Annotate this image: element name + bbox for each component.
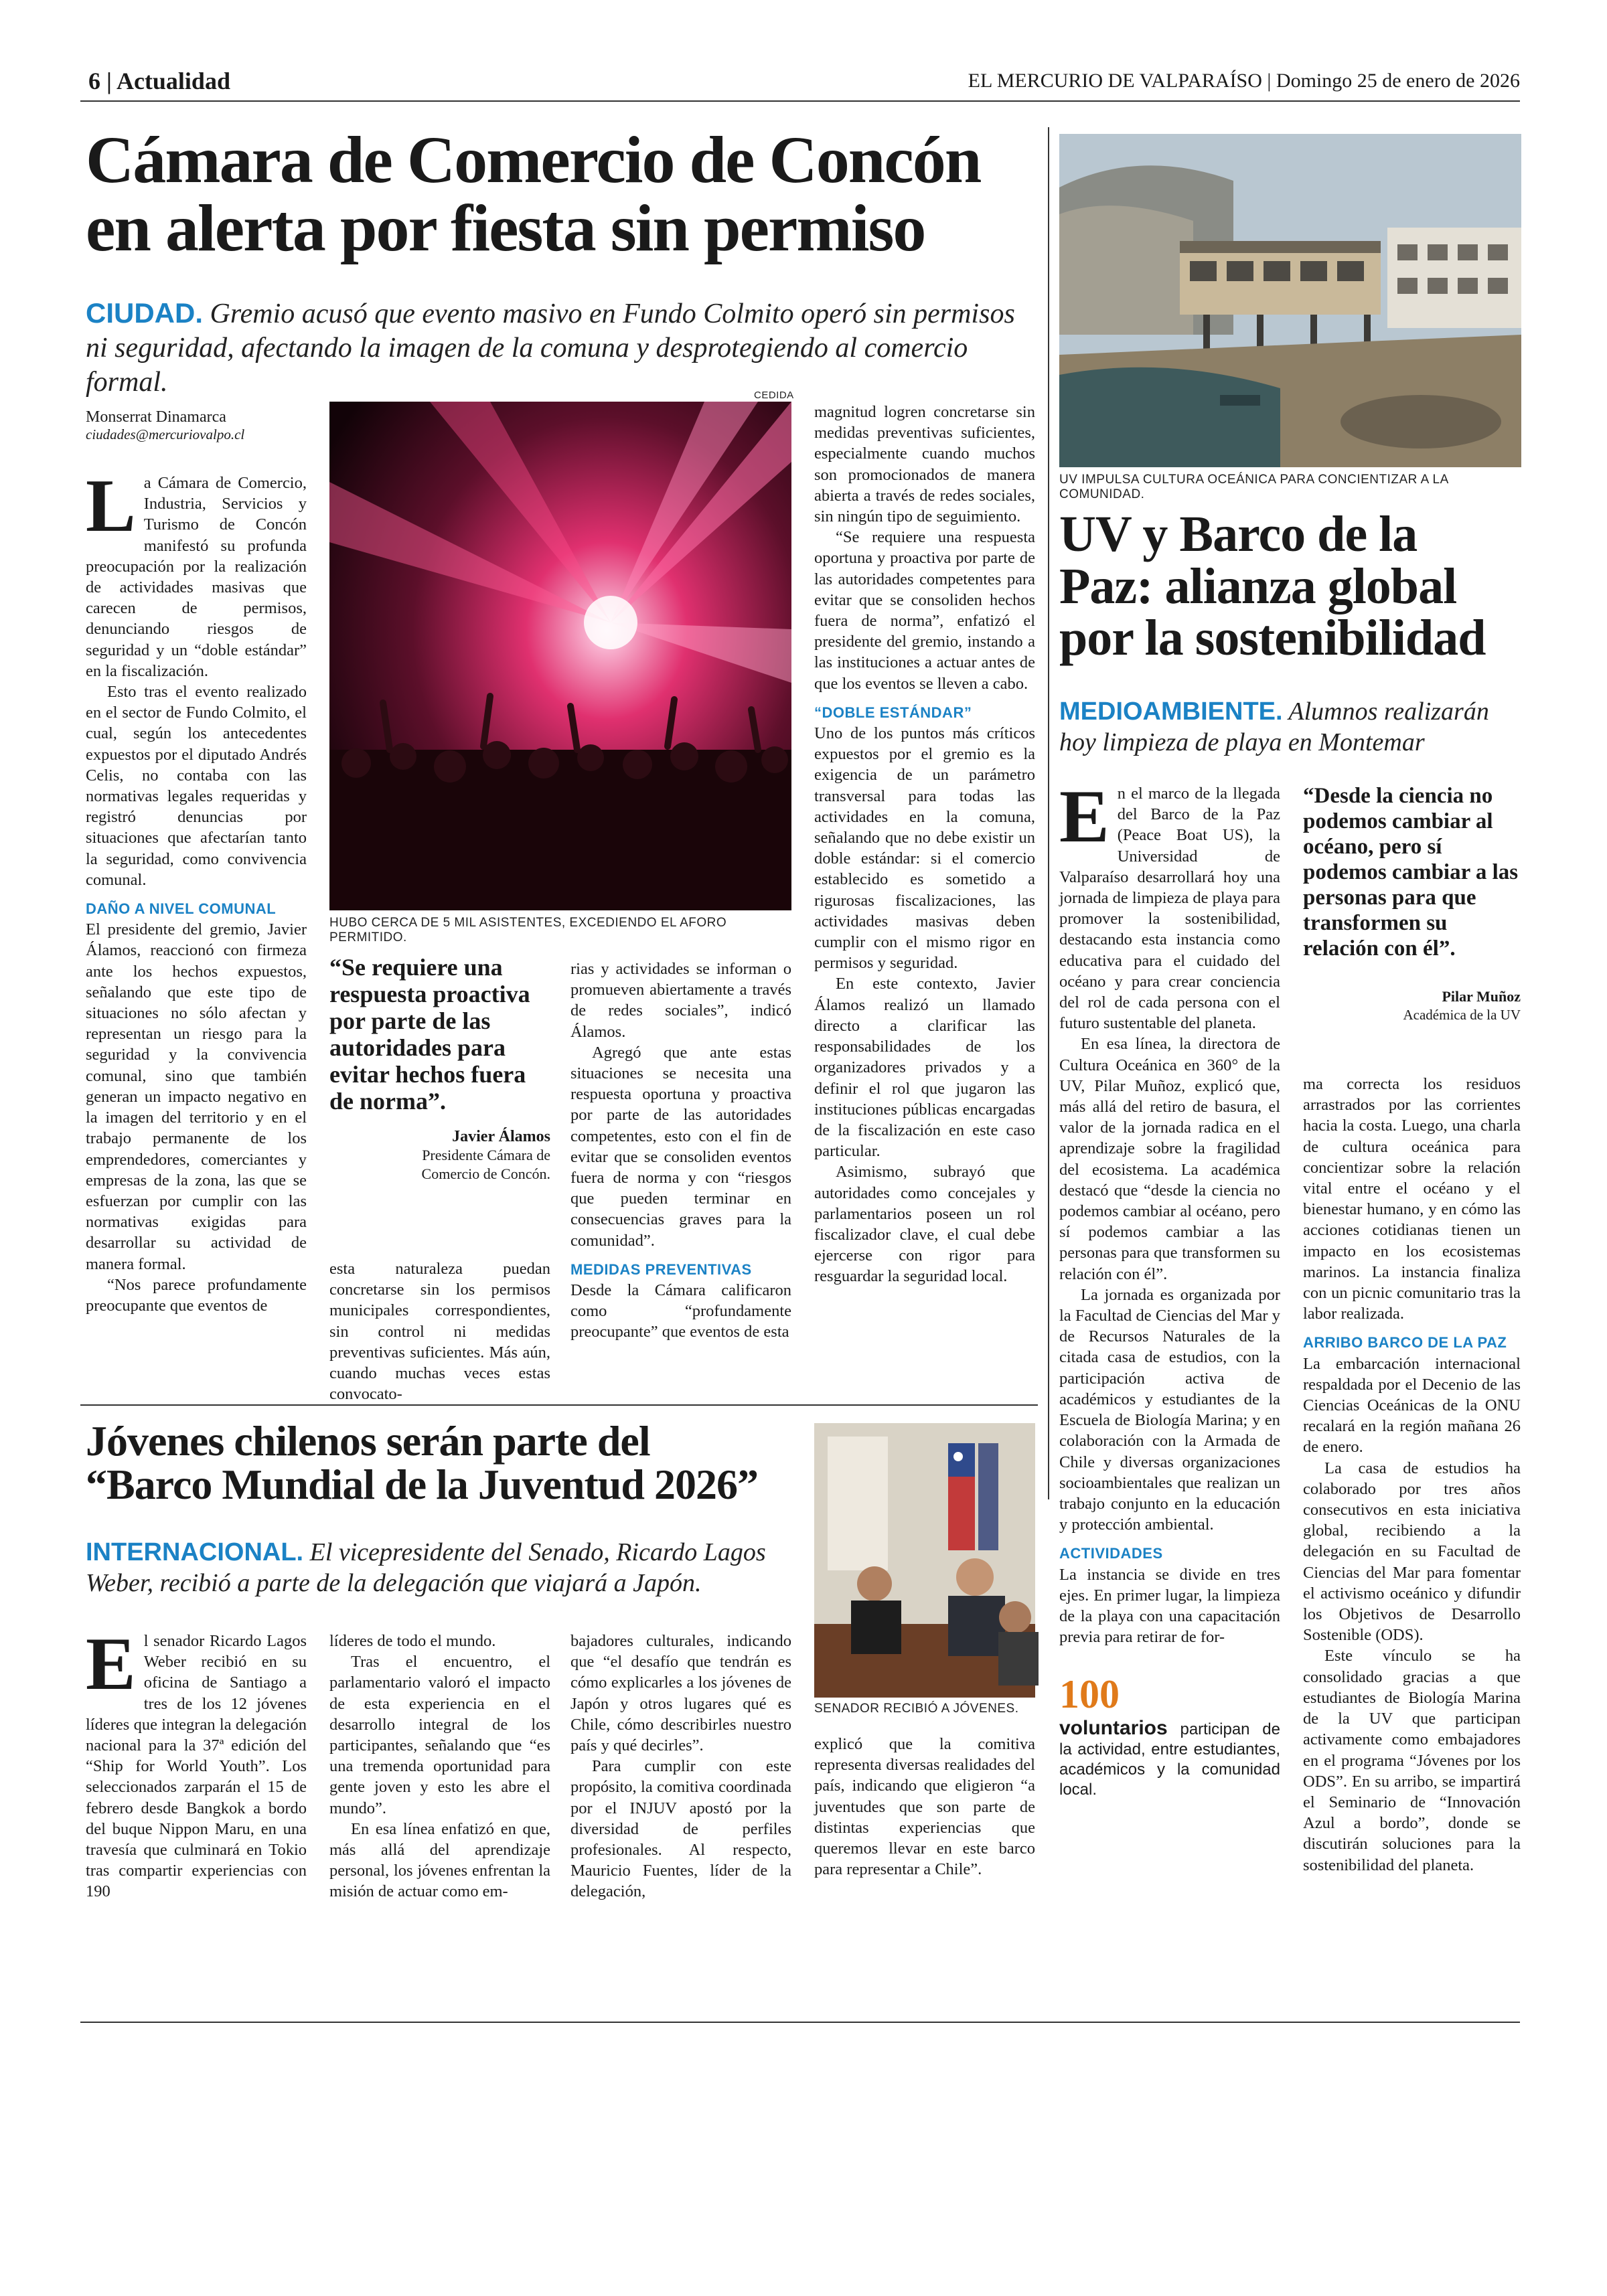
main-paragraph: rias y actividades se informan o promueven abiertamente a través de redes sociales”, indicó Álamos. [570,960,791,1041]
uv-photo-caption: UV IMPULSA CULTURA OCEÁNICA PARA CONCIENTIZAR A LA COMUNIDAD. [1059,473,1448,501]
main-paragraph: Asimismo, subrayó que autoridades como concejales y parlamentarios poseen un rol fiscalizador clave, el cual debe ejercerse con rigor para resguardar la seguridad local. [814,1163,1035,1286]
youth-paragraph: En esa línea enfatizó en que, más allá del aprendizaje personal, los jóvenes enfrentan la misión de actuar como em- [329,1819,550,1901]
main-paragraph: “Se requiere una respuesta oportuna y proactiva por parte de las autoridades competentes para evitar que se consoliden hechos fuera de norma”, enfatizó el presidente del gremio, instando a las instituciones a actuar antes de que los eventos se lleven a cabo. [814,528,1035,693]
youth-deck [86,1537,809,1599]
uv-column-2 [1303,1074,1521,1910]
uv-pull-quote [1303,783,1521,1024]
main-paragraph: Uno de los puntos más críticos expuestos por el gremio es la exigencia de un parámetro transversal para todas las actividades en la comuna, señalando que no debe existir un doble estándar: si el comercio establecido es sometido a rigurosas fiscalizaciones, las actividades masivas deben cumplir con el mismo rigor en permisos y seguridad. [814,724,1035,973]
publication-date: EL MERCURIO DE VALPARAÍSO | Domingo 25 de enero de 2026 [968,70,1520,92]
subhead-doble: “DOBLE ESTÁNDAR” [814,704,972,721]
youth-column-4 [814,1734,1035,1912]
drop-cap: L [86,465,136,548]
subhead-arribo: ARRIBO BARCO DE LA PAZ [1303,1334,1507,1351]
youth-column-1 [86,1623,307,1912]
youth-column-3 [570,1631,791,1912]
youth-paragraph: líderes de todo el mundo. [329,1632,496,1650]
drop-cap: E [1059,775,1109,858]
stat-line [1059,1718,1280,1800]
uv-deck-text: Alumnos realizarán hoy limpieza de playa en Montemar [1059,698,1489,757]
main-column-4 [814,402,1035,1389]
main-headline-line1: Cámara de Comercio de Concón [86,122,981,197]
byline-email: ciudades@mercuriovalpo.cl [86,426,245,442]
uv-building-photo [1059,134,1521,467]
uv-paragraph: Este vínculo se ha consolidado gracias a que estudiantes de Biología Marina de la UV que participan activamente como embajadores en el programa “Jóvenes por los ODS”. En su arribo, se impartirá el Seminario de “Innovación Azul a bordo”, donde se discutirán soluciones para la sostenibilidad del planeta. [1303,1647,1521,1874]
uv-quote-name: Pilar Muñoz [1442,988,1521,1005]
header-rule [80,100,1520,102]
uv-paragraph: La jornada es organizada por la Facultad de Ciencias del Mar y de Recursos Naturales de la citada casa de estudios, con la participación activa de académicos y estudiantes de la Escuela de Biología Marina; y en colaboración con la Armada de Chile y diversas organizaciones socioambientales que realizan un trabajo conjunto en la educación y protección ambiental. [1059,1285,1280,1534]
stat-label: voluntarios [1059,1717,1168,1740]
main-pull-quote [329,954,550,1183]
stat-text: participan de la actividad, entre estudiantes, académicos y la comunidad local. [1059,1720,1280,1799]
youth-paragraph: explicó que la comitiva representa diversas realidades del país, indicando que eligieron “a juventudes que son parte de distintas experiencias que queremos llevar en este barco para representar a Chile”. [814,1735,1035,1879]
pull-quote-text: “Se requiere una respuesta proactiva por parte de las autoridades para evitar hechos fuera de norma”. [329,954,530,1115]
main-column-3 [570,959,791,1390]
main-paragraph: El presidente del gremio, Javier Álamos, reaccionó con firmeza ante los hechos expuestos, señalando que este tipo de situaciones no sólo afectan y representan un riesgo para la seguridad y la convivencia comunal, sino que también generan un impacto negativo en la imagen del territorio y en el trabajo permanente de los emprendedores, comerciantes y empresas de la zona, las que se esfuerzan por cumplir con las normativas exigidas para desarrollar su actividad de manera formal. [86,920,307,1273]
uv-headline-line2: Paz: alianza global [1059,558,1457,614]
senator-photo-caption: SENADOR RECIBIÓ A JÓVENES. [814,1702,1019,1716]
concert-photo [329,402,791,910]
subhead-dano: DAÑO A NIVEL COMUNAL [86,900,277,918]
column-divider [1048,127,1049,1499]
main-deck-text: Gremio acusó que evento masivo en Fundo Colmito operó sin permisos ni seguridad, afectando la imagen de la comuna y desprotegiendo al comercio formal. [86,299,1015,398]
uv-headline [1059,506,1521,667]
uv-photo-illustration [1059,134,1521,467]
youth-paragraph: bajadores culturales, indicando que “el desafío que tendrán es cómo explicarles a los jóvenes de Japón y otros lugares qué es Chile, cómo describirles nuestro país y qué decirles”. [570,1632,791,1755]
youth-column-2 [329,1631,550,1912]
youth-paragraph: l senador Ricardo Lagos Weber recibió en su oficina de Santiago a tres de los 12 jóvenes líderes que integran la delegación nacional para la 37ª edición del “Ship for World Youth”. Los seleccionados zarparán el 15 de febrero desde Bangkok a bordo del buque Nippon Maru, en una travesía que culminará en Tokio tras compartir experiencias con 190 [86,1632,307,1901]
uv-deck [1059,696,1521,758]
main-paragraph: a Cámara de Comercio, Industria, Servicios y Turismo de Concón manifestó su profunda preocupación por la realización de actividades masivas que carecen de permisos, denunciando riesgos de seguridad y un “doble estándar” en la fiscalización. [86,474,307,680]
uv-paragraph: ma correcta los residuos arrastrados por las corrientes hacia la costa. Luego, una charla de cultura oceánica para concientizar sobre la relación vital entre el océano y el bienestar humano, y en cómo las acciones cotidianas tienen un impacto en los ecosistemas marinos. La instancia finaliza con un picnic comunitario tras la labor realizada. [1303,1075,1521,1323]
pull-quote-name: Javier Álamos [452,1128,550,1145]
main-headline-line2: en alerta por fiesta sin permiso [86,191,925,265]
main-paragraph: esta naturaleza puedan concretarse sin los permisos municipales correspondientes, sin control ni medidas preventivas suficientes. Más aún, cuando muchas veces estas convocato- [329,1260,550,1404]
uv-column-1 [1059,775,1280,1908]
uv-paragraph: La instancia se divide en tres ejes. En primer lugar, la limpieza de la playa con una capacitación previa para retirar de for- [1059,1565,1280,1647]
senator-photo-illustration [814,1423,1035,1698]
youth-deck-text: El vicepresidente del Senado, Ricardo Lagos Weber, recibió a parte de la delegación que viajará a Japón. [86,1538,766,1598]
uv-paragraph: n el marco de la llegada del Barco de la Paz (Peace Boat US), la Universidad de Valparaíso desarrollará hoy una jornada de limpieza de playa para promover la sostenibilidad, destacando esta instancia como educativa para el cuidado del océano y para crear conciencia del rol de cada persona con el futuro sustentable del planeta. [1059,785,1280,1033]
photo-credit: CEDIDA [754,390,794,401]
main-paragraph: Desde la Cámara calificaron como “profundamente preocupante” que eventos de esta [570,1281,791,1341]
uv-paragraph: La casa de estudios ha colaborado por tres años consecutivos en esta iniciativa global, recibiendo a la delegación en su Facultad de Ciencias del Mar para fomentar el activismo oceánico y difundir los Objetivos de Desarrollo Sostenible (ODS). [1303,1459,1521,1645]
stat-box [1059,1674,1280,1800]
subhead-medidas: MEDIDAS PREVENTIVAS [570,1260,752,1278]
youth-headline [86,1419,809,1507]
senator-photo [814,1423,1035,1698]
uv-paragraph: En esa línea, la directora de Cultura Oceánica en 360° de la UV, Pilar Muñoz, explicó que, más allá del retiro de basura, el valor de la jornada radica en el aprendizaje sobre la fragilidad del ecosistema. La académica destacó que “desde la ciencia no podemos cambiar al océano, pero sí podemos cambiar a las personas para que transformen su relación con él”. [1059,1035,1280,1283]
youth-headline-line2: “Barco Mundial de la Juventud 2026” [86,1461,758,1509]
main-paragraph: Agregó que ante estas situaciones se necesita una respuesta oportuna y proactiva por parte de las autoridades competentes, esto con el fin de evitar que se consoliden eventos fuera de norma y con “riesgos que pueden terminar en consecuencias graves para la comunidad”. [570,1043,791,1250]
uv-headline-line3: por la sostenibilidad [1059,610,1486,667]
main-headline [86,122,1050,265]
youth-paragraph: Para cumplir con este propósito, la comitiva coordinada por el INJUV apostó por la diversidad de perfiles profesionales. Al respecto, Mauricio Fuentes, líder de la delegación, [570,1757,791,1901]
uv-paragraph: La embarcación internacional respaldada por el Decenio de las Ciencias Oceánicas de la ONU recalará en la región mañana 26 de enero. [1303,1354,1521,1457]
main-paragraph: “Nos parece profundamente preocupante que eventos de [86,1275,307,1315]
main-paragraph: En este contexto, Javier Álamos realizó un llamado directo a clarificar las responsabilidades de los organizadores privados y a definir el rol que jugaron las instituciones públicas encargadas de la fiscalización en este caso particular. [814,975,1035,1161]
main-column-1 [86,465,307,1390]
main-paragraph: Esto tras el evento realizado en el sector de Fundo Colmito, el cual, según los antecedentes expuestos por el diputado Andrés Celis, no contaba con las normativas legales requeridas y registró denuncias por situaciones que afectarían tanto la seguridad, como convivencia comunal. [86,683,307,889]
youth-paragraph: Tras el encuentro, el parlamentario valoró el impacto de esta experiencia en el desarrollo integral de los participantes, señalando que “es una tremenda oportunidad para gente joven y esto les abre el mundo”. [329,1653,550,1817]
section-label: 6 | Actualidad [88,68,230,94]
drop-cap: E [86,1623,136,1706]
bottom-rule [80,2022,1520,2023]
uv-quote-text: “Desde la ciencia no podemos cambiar al océano, pero sí podemos cambiar a las personas para que transformen su relación con él”. [1303,784,1519,961]
stat-number: 100 [1059,1672,1120,1717]
byline-name: Monserrat Dinamarca [86,408,226,426]
youth-headline-line1: Jóvenes chilenos serán parte del [86,1417,650,1465]
main-kicker: CIUDAD. [86,297,203,329]
concert-photo-caption: HUBO CERCA DE 5 MIL ASISTENTES, EXCEDIENDO EL AFORO PERMITIDO. [329,916,727,945]
byline [86,408,313,443]
concert-photo-illustration [329,402,791,910]
subhead-actividades: ACTIVIDADES [1059,1545,1163,1562]
main-deck [86,296,1037,400]
page-header [80,67,1520,100]
pull-quote-role: Presidente Cámara de Comercio de Concón. [421,1147,550,1182]
uv-kicker: MEDIOAMBIENTE. [1059,698,1283,726]
section-rule [80,1404,1038,1406]
uv-quote-role: Académica de la UV [1403,1007,1521,1023]
youth-kicker: INTERNACIONAL. [86,1538,304,1566]
main-column-2 [329,1258,550,1404]
uv-headline-line1: UV y Barco de la [1059,506,1418,562]
main-paragraph: magnitud logren concretarse sin medidas preventivas suficientes, especialmente cuando muchos son promocionados de manera abierta a través de redes sociales, sin ningún tipo de seguimiento. [814,403,1035,526]
